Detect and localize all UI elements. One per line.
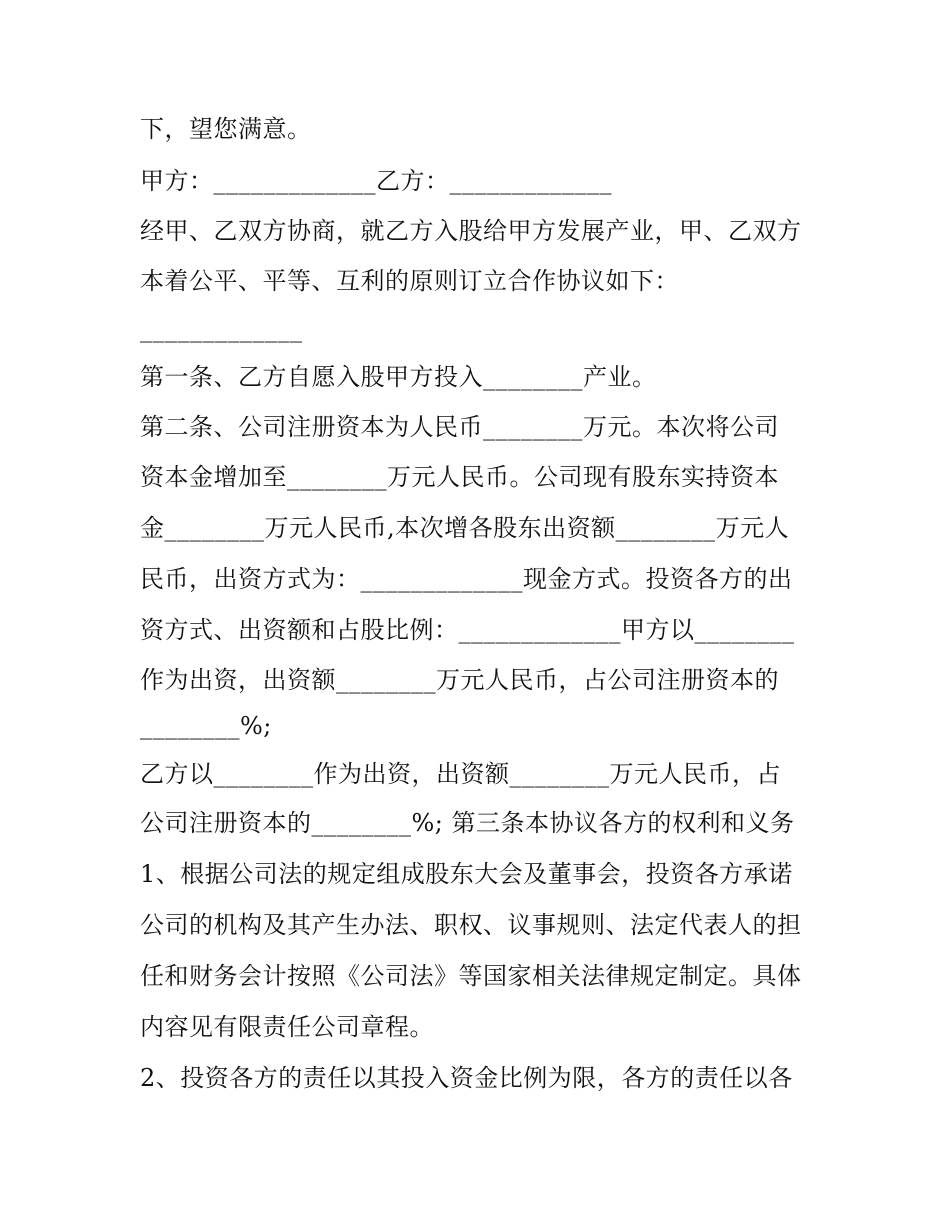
party-signature-line: 甲方：_____________乙方：_____________ <box>140 167 612 195</box>
blank-line: _____________ <box>140 315 303 343</box>
text-line: 资方式、出资额和占股比例：_____________甲方以________ <box>140 616 795 644</box>
clause-one-line: 1、根据公司法的规定组成股东大会及董事会，投资各方承诺 <box>140 860 793 888</box>
text-line: 下，望您满意。 <box>140 115 312 143</box>
text-line: 本着公平、平等、互利的原则订立合作协议如下： <box>140 267 679 295</box>
text-line: 任和财务会计按照《公司法》等国家相关法律规定制定。具体 <box>140 962 802 990</box>
article-two-line: 第二条、公司注册资本为人民币________万元。本次将公司 <box>140 413 779 441</box>
text-line: ________%; <box>140 712 272 740</box>
text-line: 作为出资，出资额________万元人民币，占公司注册资本的 <box>140 666 779 694</box>
article-one-line: 第一条、乙方自愿入股甲方投入________产业。 <box>140 363 657 391</box>
text-line: 民币，出资方式为：_____________现金方式。投资各方的出 <box>140 565 793 593</box>
text-line: 公司的机构及其产生办法、职权、议事规则、法定代表人的担 <box>140 911 802 939</box>
text-line: 金________万元人民币,本次增各股东出资额________万元人 <box>140 514 790 542</box>
text-line: 经甲、乙双方协商，就乙方入股给甲方发展产业，甲、乙双方 <box>140 217 802 245</box>
clause-two-line: 2、投资各方的责任以其投入资金比例为限，各方的责任以各 <box>140 1064 793 1092</box>
text-line: 乙方以________作为出资，出资额________万元人民币，占 <box>140 760 781 788</box>
article-three-line: 公司注册资本的________%; 第三条本协议各方的权利和义务 <box>140 809 795 837</box>
text-line: 资本金增加至________万元人民币。公司现有股东实持资本 <box>140 463 779 491</box>
text-line: 内容见有限责任公司章程。 <box>140 1013 434 1041</box>
